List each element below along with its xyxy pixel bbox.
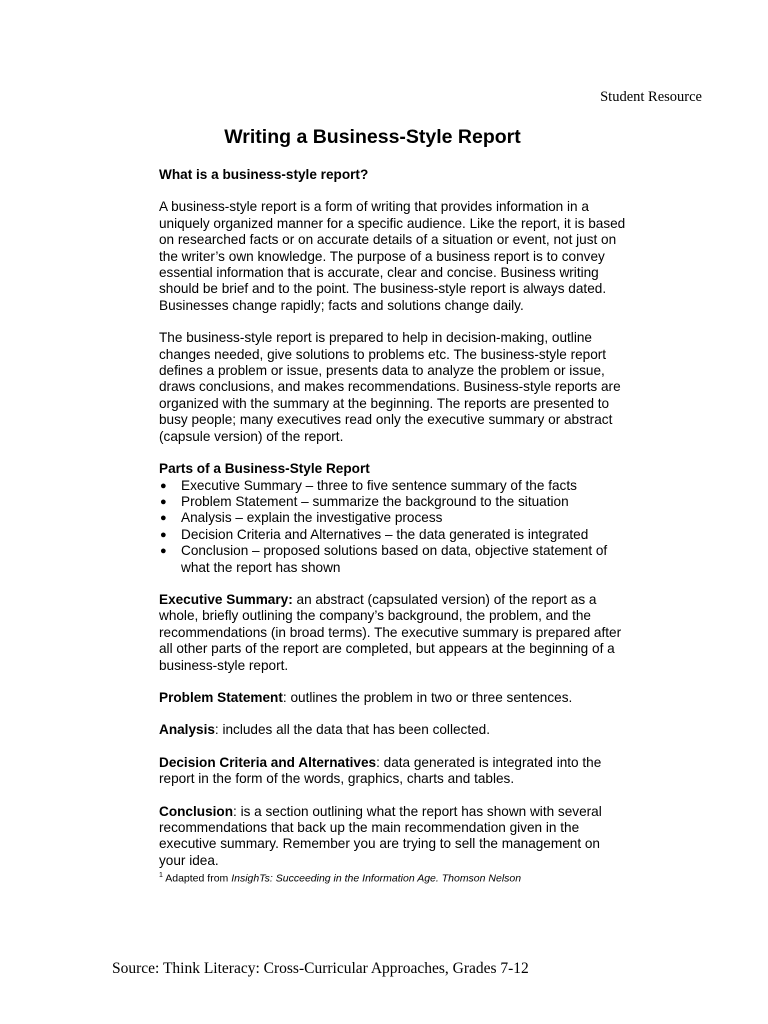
bullet-icon: ● <box>160 512 167 525</box>
definition-text: : is a section outlining what the report has shown with several recommendations that back up the main recommendation given in the executive summary. Remember you are trying to sell the management on your idea. <box>159 803 602 868</box>
definition-text: : data generated is integrated into the report in the form of the words, graphics, charts and tables. <box>159 754 602 787</box>
definition-term: Executive Summary: <box>159 591 293 607</box>
document-body <box>159 167 629 886</box>
list-item-text: Decision Criteria and Alternatives – the data generated is integrated <box>181 526 589 542</box>
definition-text: : outlines the problem in two or three sentences. <box>282 689 573 705</box>
definition-text: an abstract (capsulated version) of the report as a whole, briefly outlining the company’s background, the problem, and the recommendations (in broad terms). The executive summary is prepared after all other parts of the report are completed, but appears at the beginning of a business-style report. <box>159 591 622 673</box>
definition-term: Analysis <box>159 722 215 738</box>
definition-term: Decision Criteria and Alternatives <box>159 754 377 770</box>
intro-heading: What is a business-style report? <box>159 167 369 182</box>
definition-text: : includes all the data that has been collected. <box>214 722 491 738</box>
definition-term: Problem Statement <box>159 689 283 705</box>
bullet-icon: ● <box>160 545 167 558</box>
bullet-icon: ● <box>160 495 167 508</box>
definition-executive-summary <box>159 592 629 674</box>
list-item <box>159 543 629 576</box>
document-title: Writing a Business-Style Report <box>224 126 521 148</box>
list-item <box>159 527 629 543</box>
source-citation: Source: Think Literacy: Cross-Curricular Approaches, Grades 7-12 <box>112 960 529 977</box>
footnote-prefix: Adapted from <box>162 872 232 885</box>
list-item-text: Analysis – explain the investigative process <box>181 510 443 526</box>
bullet-icon: ● <box>160 528 167 541</box>
definition-problem-statement <box>159 690 629 706</box>
footnote-source: InsighTs: Succeeding in the Information Age. Thomson Nelson <box>231 872 522 885</box>
footnote <box>159 869 629 886</box>
intro-paragraph-1: A business-style report is a form of writing that provides information in a uniquely organized manner for a specific audience. Like the report, it is based on researched facts or on accurate details of a situation or event, not just on the writer’s own knowledge. The purpose of a business report is to convey essential information that is accurate, clear and concise. Business writing should be brief and to the point. The business-style report is always dated. Businesses change rapidly; facts and solutions change daily. <box>159 199 626 313</box>
definition-conclusion <box>159 804 629 870</box>
list-item <box>159 478 629 494</box>
footnote-number: 1 <box>159 872 163 880</box>
list-item <box>159 510 629 526</box>
parts-heading: Parts of a Business-Style Report <box>159 461 370 477</box>
definition-decision-criteria <box>159 755 629 788</box>
bullet-icon: ● <box>160 479 167 492</box>
parts-list <box>159 478 629 576</box>
definition-term: Conclusion <box>159 803 234 819</box>
list-item <box>159 494 629 510</box>
list-item-text: Problem Statement – summarize the background to the situation <box>181 493 569 509</box>
list-item-text: Executive Summary – three to five sentence summary of the facts <box>181 477 577 493</box>
list-item-text: Conclusion – proposed solutions based on data, objective statement of what the report has shown <box>181 543 608 575</box>
definition-analysis <box>159 722 629 738</box>
intro-paragraph-2: The business-style report is prepared to help in decision-making, outline changes needed, give solutions to problems etc. The business-style report defines a problem or issue, presents data to analyze the problem or issue, draws conclusions, and makes recommendations. Business-style reports are organized with the summary at the beginning. The reports are presented to busy people; many executives read only the executive summary or abstract (capsule version) of the report. <box>159 330 621 444</box>
student-resource-label: Student Resource <box>600 89 702 105</box>
